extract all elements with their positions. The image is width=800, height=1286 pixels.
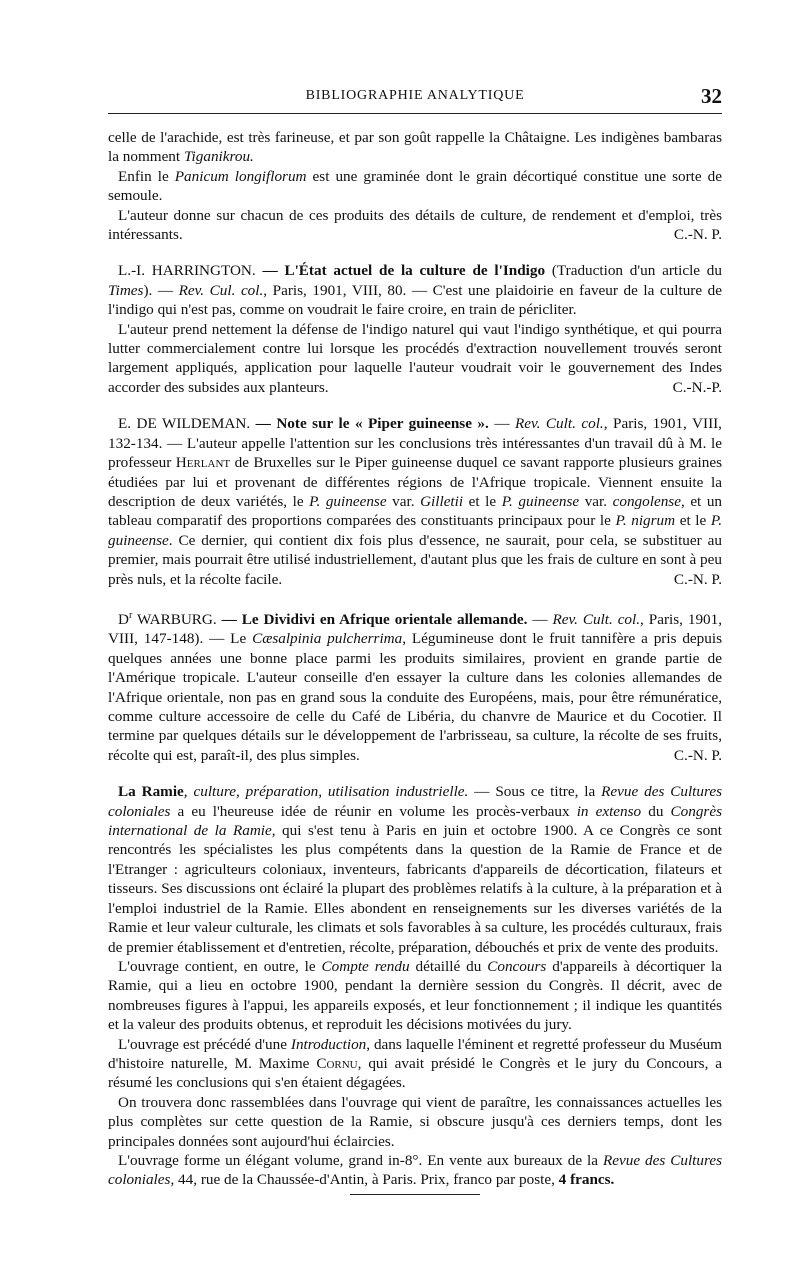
paragraph: La Ramie, culture, préparation, utilisation industrielle. — Sous ce titre, la Revue des Cultures coloniales a eu l'heureuse idée de réunir en volume les procès-verbaux in extenso du Congrès international de la Ramie, qui s'est tenu à Paris en juin et octobre 1900. A ce Congrès ce sont rencontrés les spécialistes les plus compétents dans la question de la Ramie de France et de l'Etranger : agriculteurs coloniaux, inventeurs, fabricants d'appareils de décortication, filateurs et tisseurs. Ses discussions ont éclairé la plupart des problèmes relatifs à la culture, à la préparation et à l'emploi industriel de la Ramie. Elles abondent en renseignements sur les diverses variétés de la Ramie et leur valeur culturale, les climats et sols favorables à sa culture, les procédés culturaux, frais de premier établissement et d'entretien, récolte, préparation, débouchés et prix de vente des produits. <box>108 783 722 956</box>
entry-title: — L'État actuel de la culture de l'Indigo <box>255 262 546 280</box>
reviewer-signature: C.-N.-P. <box>672 378 722 396</box>
reviewer-signature: C.-N. P. <box>673 746 722 764</box>
entry-title: — Le Dividivi en Afrique orientale allemande. <box>216 611 528 628</box>
journal-name: Rev. Cult. col. <box>552 611 641 628</box>
running-title: BIBLIOGRAPHIE ANALYTIQUE <box>305 88 525 103</box>
paragraph: L.-I. HARRINGTON. — L'État actuel de la culture de l'Indigo (Traduction d'un article du Times). — Rev. Cul. col., Paris, 1901, VIII, 80. — C'est une plaidoirie en faveur de la culture de l'indigo qui n'est pas, comme on voudrait le faire croire, en train de péricliter. <box>108 262 722 319</box>
paragraph: L'auteur donne sur chacun de ces produits des détails de culture, de rendement et d'emploi, très intéressants. C.-N. P. <box>108 206 722 244</box>
paragraph: celle de l'arachide, est très farineuse, et par son goût rappelle la Châtaigne. Les indigènes bambaras la nomment Tiganikrou. <box>108 129 722 166</box>
end-rule <box>350 1194 480 1195</box>
price: 4 francs. <box>558 1171 615 1189</box>
review-entry-continuation <box>108 128 722 244</box>
paragraph: L'auteur prend nettement la défense de l'indigo naturel qui vaut l'indigo synthétique, et qui pourra lutter commercialement contre lui lorsque les procédés d'extraction nouvellement trouvés seront largement appliqués, application pour laquelle l'auteur voudrait voir le gouvernement des Indes accorder des subsides aux planteurs. C.-N.-P. <box>108 320 722 396</box>
review-entry-warburg <box>108 606 722 765</box>
page-body <box>108 128 722 1195</box>
header-rule <box>108 113 722 114</box>
paragraph: Enfin le Panicum longiflorum est une graminée dont le grain décortiqué constitue une sorte de semoule. <box>108 167 723 205</box>
entry-author: $D^r$ WARBURG. <box>118 609 217 628</box>
review-entry-de-wildeman <box>108 414 722 589</box>
entry-title: — Note sur le « Piper guineense ». <box>250 415 489 433</box>
entry-title: La Ramie <box>118 783 184 801</box>
paragraph: $D^r$ WARBURG. — Le Dividivi en Afrique orientale allemande. — Rev. Cult. col., Paris, 1901, VIII, 147-148). — Le Cæsalpinia pulcherrima, Légumineuse dont le fruit tannifère a pris depuis quelques années une bonne place parmi les produits similaires, provient en grande partie de l'Amérique tropicale. L'auteur conseille d'en essayer la culture dans les colonies allemandes de l'Afrique orientale, non pas en grand sous la conduite des Européens, mais, pour être rémunératice, comme culture accessoire de celle du Café de Libéria, du chanvre de Maurice et du Cocotier. Il termine par quelques détails sur le développement de l'arbrisseau, sa culture, la récolte de ses fruits, récolte qui est, paraît-il, des plus simples. C.-N. P. <box>108 609 723 764</box>
reviewer-signature: C.-N. P. <box>673 226 722 244</box>
journal-name: Rev. Cult. col. <box>515 415 604 433</box>
entry-author: L.-I. HARRINGTON. <box>118 262 256 280</box>
reviewer-signature: C.-N. P. <box>673 570 722 588</box>
paragraph: L'ouvrage forme un élégant volume, grand in-8°. En vente aux bureaux de la Revue des Cultures coloniales, 44, rue de la Chaussée-d'Antin, à Paris. Prix, franco par poste, 4 francs. <box>108 1151 722 1189</box>
paragraph: L'ouvrage est précédé d'une Introduction, dans laquelle l'éminent et regretté professeur du Muséum d'histoire naturelle, M. Maxime Cornu, qui avait présidé le Congrès et le jury du Concours, a résumé les conclusions qui s'en étaient dégagées. <box>108 1035 722 1092</box>
review-entry-harrington <box>108 261 722 397</box>
journal-name: Rev. Cul. col. <box>178 281 264 299</box>
entry-author: E. DE WILDEMAN. <box>118 415 251 433</box>
paragraph: L'ouvrage contient, en outre, le Compte rendu détaillé du Concours d'appareils à décortiquer la Ramie, qui a lieu en octobre 1900, pendant la dernière session du Congrès. Il décrit, avec de nombreuses figures à l'appui, les appareils exposés, et leur fonctionnement ; il indique les quantités et la valeur des produits obtenus, et reproduit les décisions motivées du jury. <box>108 957 722 1034</box>
paragraph: E. DE WILDEMAN. — Note sur le « Piper guineense ». — Rev. Cult. col., Paris, 1901, VIII, 132-134. — L'auteur appelle l'attention sur les conclusions très intéressantes d'un travail dû à M. le professeur Herlant de Bruxelles sur le Piper guineense duquel ce savant rapporte plusieurs graines étudiées par lui et provenant de différentes régions de l'Afrique tropicale. Viennent ensuite la description de deux variétés, le P. guineense var. Gilletii et le P. guineense var. congolense, et un tableau comparatif des proportions comparées des constituants principaux pour le P. nigrum et le P. guineense. Ce dernier, qui contient dix fois plus d'essence, ne saurait, pour cela, se substituer au premier, mais pourrait être utilisé industriellement, d'autant plus que les frais de culture en sont à peu près nuls, et la récolte facile. C.-N. P. <box>108 415 723 588</box>
page-number: 32 <box>701 84 722 108</box>
page-header <box>108 84 722 110</box>
review-entry-la-ramie <box>108 782 722 1195</box>
paragraph: On trouvera donc rassemblées dans l'ouvrage qui vient de paraître, les connaissances actuelles les plus complètes sur cette question de la Ramie, si obscure jusqu'à ces derniers temps, dont les principales données sont aujourd'hui éclaircies. <box>108 1093 722 1150</box>
